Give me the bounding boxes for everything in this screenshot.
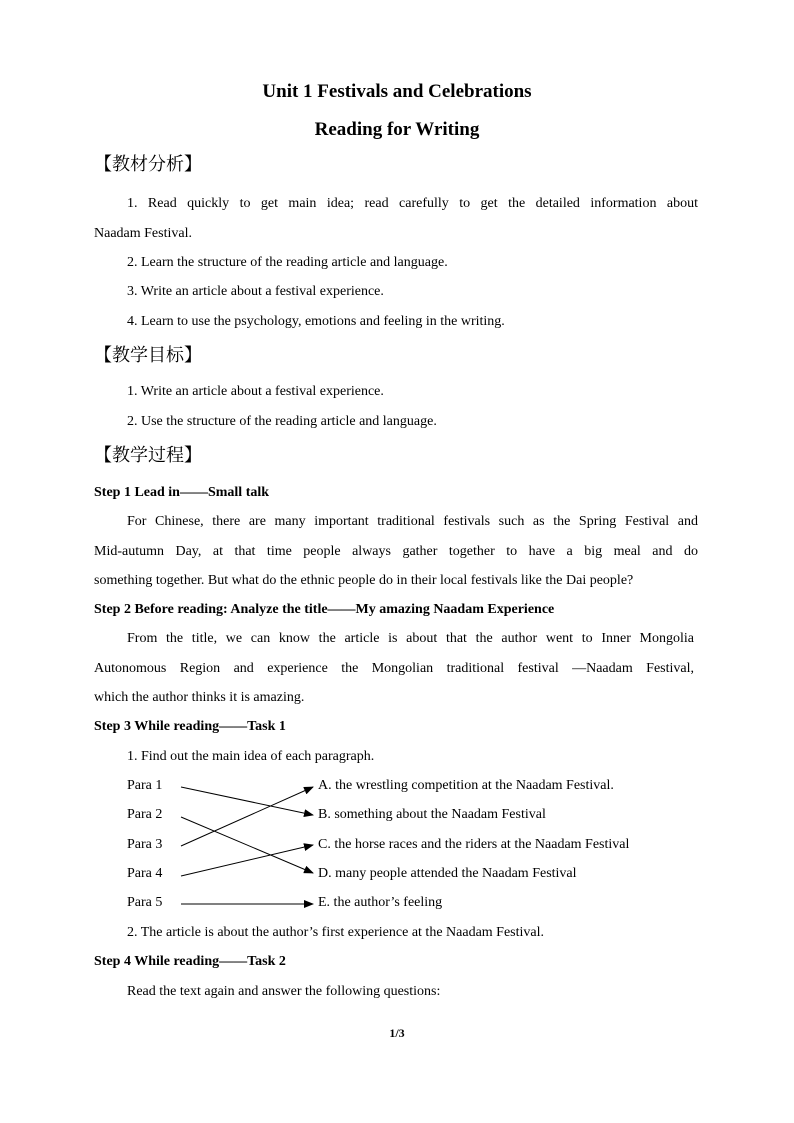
section-heading-process: 【教学过程】 bbox=[94, 445, 202, 466]
page-number: 1/3 bbox=[389, 1026, 405, 1040]
para-label-3: Para 3 bbox=[127, 837, 163, 852]
step1-line-2: Mid-autumn Day, at that time people always gather together to have a big meal and do bbox=[94, 544, 698, 559]
arrow-para2-to-d bbox=[181, 817, 313, 873]
step1-line-3: something together. But what do the ethnic people do in their local festivals like the Dai people? bbox=[94, 573, 634, 588]
option-e: E. the author’s feeling bbox=[318, 895, 443, 910]
arrow-para3-to-a bbox=[181, 787, 313, 846]
section-heading-analysis: 【教材分析】 bbox=[94, 154, 202, 175]
goal-item-2: 2. Use the structure of the reading article and language. bbox=[127, 414, 437, 429]
arrow-para1-to-b bbox=[181, 787, 313, 815]
option-b: B. something about the Naadam Festival bbox=[318, 807, 546, 822]
document-subtitle: Reading for Writing bbox=[314, 119, 480, 140]
step2-line-3: which the author thinks it is amazing. bbox=[94, 690, 305, 705]
option-c: C. the horse races and the riders at the Naadam Festival bbox=[318, 837, 630, 852]
step1-line-1: For Chinese, there are many important traditional festivals such as the Spring Festival and bbox=[127, 514, 698, 529]
document-title: Unit 1 Festivals and Celebrations bbox=[262, 81, 532, 102]
step2-heading: Step 2 Before reading: Analyze the title——My amazing Naadam Experience bbox=[94, 602, 555, 617]
analysis-item-2: 2. Learn the structure of the reading article and language. bbox=[127, 255, 448, 270]
step2-line-1: From the title, we can know the article is about that the author went to Inner Mongolia bbox=[127, 631, 694, 646]
analysis-item-1: 1. Read quickly to get main idea; read carefully to get the detailed information about bbox=[127, 196, 698, 211]
step4-instruction: Read the text again and answer the following questions: bbox=[127, 984, 441, 999]
option-d: D. many people attended the Naadam Festival bbox=[318, 866, 577, 881]
analysis-item-3: 3. Write an article about a festival experience. bbox=[127, 284, 384, 299]
section-heading-goals: 【教学目标】 bbox=[94, 345, 202, 366]
step1-heading: Step 1 Lead in——Small talk bbox=[94, 485, 270, 500]
step4-heading: Step 4 While reading——Task 2 bbox=[94, 954, 286, 969]
step3-instruction: 1. Find out the main idea of each paragraph. bbox=[127, 749, 375, 764]
option-a: A. the wrestling competition at the Naadam Festival. bbox=[318, 778, 614, 793]
para-label-5: Para 5 bbox=[127, 895, 163, 910]
para-label-1: Para 1 bbox=[127, 778, 163, 793]
para-label-4: Para 4 bbox=[127, 866, 163, 881]
step3-note: 2. The article is about the author’s first experience at the Naadam Festival. bbox=[127, 925, 545, 940]
goal-item-1: 1. Write an article about a festival experience. bbox=[127, 384, 384, 399]
step2-line-2: Autonomous Region and experience the Mongolian traditional festival —Naadam Festival, bbox=[94, 661, 694, 676]
para-label-2: Para 2 bbox=[127, 807, 163, 822]
analysis-item-1-cont: Naadam Festival. bbox=[94, 226, 192, 241]
arrow-para4-to-c bbox=[181, 845, 313, 876]
step3-heading: Step 3 While reading——Task 1 bbox=[94, 719, 286, 734]
analysis-item-4: 4. Learn to use the psychology, emotions and feeling in the writing. bbox=[127, 314, 505, 329]
